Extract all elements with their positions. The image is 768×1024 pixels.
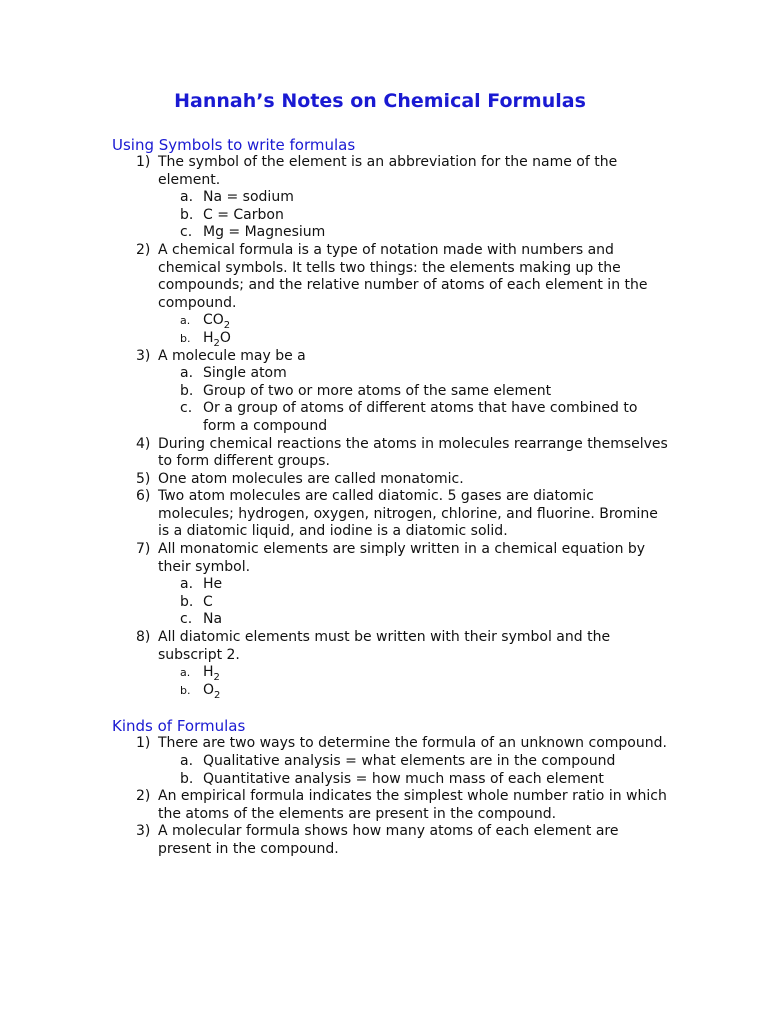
item-text: A chemical formula is a type of notation made with numbers and chemical symbols. It tells two things: the elements making up the compounds; and the relative number of atoms of each element in the compound. [158, 241, 648, 311]
list-item [112, 823, 672, 858]
sub-text: Quantitative analysis = how much mass of each element [203, 770, 604, 787]
sub-letter: b. [180, 331, 191, 345]
list-item [112, 242, 672, 312]
sub-item [112, 400, 672, 435]
document-body [112, 136, 672, 859]
list-item [112, 788, 672, 823]
formula-subscript: 2 [214, 689, 221, 701]
sub-text: C = Carbon [203, 206, 284, 223]
sub-item [112, 611, 672, 629]
formula-base: H [203, 329, 214, 346]
sub-item [112, 576, 672, 594]
item-number: 2) [136, 788, 151, 805]
sub-item [112, 189, 672, 207]
section-heading: Using Symbols to write formulas [112, 136, 356, 154]
item-number: 3) [136, 347, 151, 364]
sub-item [112, 365, 672, 383]
sub-item [112, 207, 672, 225]
page-title: Hannah’s Notes on Chemical Formulas [174, 90, 586, 112]
sub-item [112, 753, 672, 771]
sub-letter: a. [180, 189, 194, 206]
sub-letter: b. [180, 683, 191, 697]
item-text: An empirical formula indicates the simplest whole number ratio in which the atoms of the elements are present in the compound. [158, 788, 667, 822]
sub-item [112, 224, 672, 242]
formula-subscript: 2 [223, 320, 231, 332]
sub-text: Mg = Magnesium [203, 224, 326, 241]
item-text: A molecular formula shows how many atoms of each element are present in the compound. [158, 823, 619, 857]
sub-letter: b. [180, 770, 194, 787]
item-text: All diatomic elements must be written with their symbol and the subscript 2. [158, 629, 611, 663]
formula-base: CO [203, 312, 224, 329]
sub-letter: c. [180, 611, 193, 628]
list-item [112, 154, 672, 189]
formula-tail: O [219, 329, 231, 346]
item-number: 1) [136, 735, 151, 752]
sub-item-formula [112, 664, 672, 682]
sub-letter: a. [180, 365, 194, 382]
sub-letter: c. [180, 224, 193, 241]
item-number: 6) [136, 488, 151, 505]
sub-item-formula [112, 312, 672, 330]
list-item [112, 629, 672, 664]
item-number: 2) [136, 241, 151, 258]
item-number: 5) [136, 470, 151, 487]
item-text: One atom molecules are called monatomic. [158, 470, 464, 487]
list-item [112, 488, 672, 541]
sub-item [112, 594, 672, 612]
item-text: The symbol of the element is an abbreviation for the name of the element. [158, 154, 618, 188]
item-number: 1) [136, 154, 151, 170]
sub-text: Na [203, 611, 223, 628]
list-item [112, 735, 672, 753]
sub-text: Qualitative analysis = what elements are in the compound [203, 753, 616, 769]
sub-item [112, 383, 672, 401]
list-item [112, 348, 672, 366]
sub-letter: a. [180, 576, 194, 593]
section-heading: Kinds of Formulas [112, 717, 246, 736]
item-number: 8) [136, 629, 151, 646]
item-number: 3) [136, 823, 151, 840]
sub-text: Or a group of atoms of different atoms that have combined to form a compound [203, 400, 638, 434]
sub-letter: b. [180, 593, 194, 610]
list-item [112, 436, 672, 471]
sub-item [112, 771, 672, 789]
sub-item-formula [112, 330, 672, 348]
item-text: Two atom molecules are called diatomic. 5 gases are diatomic molecules; hydrogen, oxygen, nitrogen, chlorine, and fluorine. Bromine is a diatomic liquid, and iodine is a diatomic solid. [158, 488, 658, 540]
sub-text: Single atom [203, 365, 287, 382]
formula-base: O [203, 681, 215, 698]
formula-subscript: 2 [213, 337, 220, 349]
sub-text: C [203, 593, 213, 610]
sub-letter: b. [180, 206, 194, 223]
item-text: All monatomic elements are simply written in a chemical equation by their symbol. [158, 541, 646, 575]
sub-letter: a. [180, 314, 191, 328]
sub-text: He [203, 576, 223, 593]
sub-text: Na = sodium [203, 189, 294, 206]
item-text: There are two ways to determine the formula of an unknown compound. [158, 735, 667, 752]
list-item [112, 471, 672, 489]
formula-subscript: 2 [213, 672, 220, 684]
sub-letter: a. [180, 753, 194, 769]
item-text: A molecule may be a [158, 347, 306, 364]
sub-item-formula [112, 682, 672, 700]
item-number: 4) [136, 435, 151, 452]
list-item [112, 541, 672, 576]
formula-base: H [203, 664, 214, 681]
sub-letter: a. [180, 666, 191, 680]
item-text: During chemical reactions the atoms in molecules rearrange themselves to form different groups. [158, 435, 668, 470]
sub-letter: b. [180, 382, 194, 399]
item-number: 7) [136, 541, 151, 558]
sub-text: Group of two or more atoms of the same element [203, 382, 552, 399]
sub-letter: c. [180, 400, 193, 417]
